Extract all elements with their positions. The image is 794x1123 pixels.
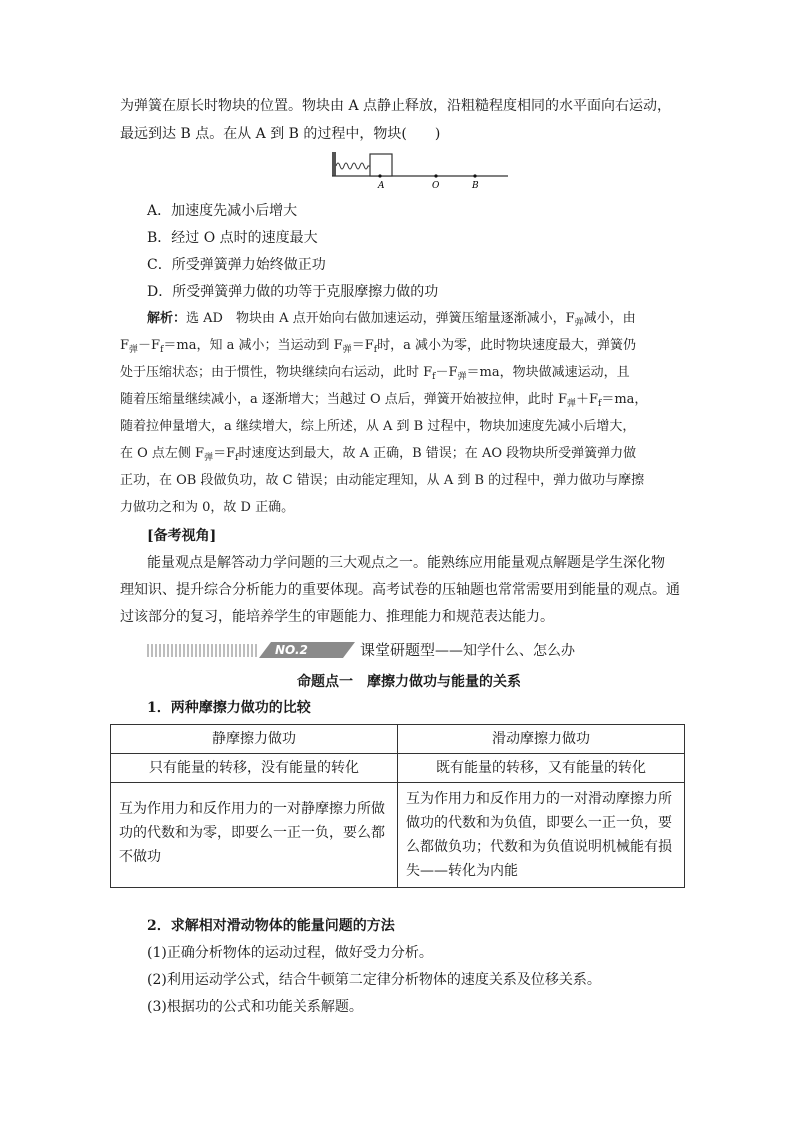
question-line-2: 最远到达 B 点。在从 A 到 B 的过程中，物块( )	[120, 126, 441, 142]
beikao-line-1: 能量观点是解答动力学问题的三大观点之一。能熟练应用能量观点解题是学生深化物	[147, 555, 665, 571]
spring-block-figure	[330, 150, 510, 192]
explanation-line-4: 随着压缩量继续减小，a 逐渐增大；当越过 O 点后，弹簧开始被拉伸，此时 $F_弹+F_f=ma$，	[120, 392, 648, 409]
option-b: B．经过 O 点时的速度最大	[147, 230, 318, 246]
point-b	[473, 174, 476, 177]
block	[370, 154, 392, 176]
comparison-table	[110, 724, 685, 888]
table-row	[111, 783, 685, 888]
explanation-line-3: 处于压缩状态；由于惯性，物块继续向右运动，此时 $F_f-F_弹=ma$，物块做减速运动，且	[120, 365, 630, 382]
subsection-2-heading: 2．求解相对滑动物体的能量问题的方法	[147, 918, 395, 934]
beikao-heading: [备考视角]	[147, 528, 217, 544]
section-banner	[147, 640, 576, 662]
banner-tag: NO.2	[275, 643, 308, 657]
method-item-1: (1)正确分析物体的运动过程，做好受力分析。	[147, 945, 433, 961]
explanation-line-2: $F_弹-F_f=ma$，知 a 减小；当运动到 $F_弹=F_f$时，a 减小为零，此时物块速度最大，弹簧仍	[120, 338, 636, 355]
point-o	[434, 174, 437, 177]
subsection-1-heading: 1．两种摩擦力做功的比较	[147, 700, 311, 716]
method-item-2: (2)利用运动学公式，结合牛顿第二定律分析物体的速度关系及位移关系。	[147, 972, 601, 988]
option-d: D．所受弹簧弹力做的功等于克服摩擦力做的功	[147, 284, 439, 300]
option-a: A．加速度先减小后增大	[147, 203, 298, 219]
method-item-3: (3)根据功的公式和功能关系解题。	[147, 999, 363, 1015]
label-b: B	[472, 181, 479, 191]
explanation-line-8: 力做功之和为 0，故 D 正确。	[120, 500, 295, 515]
table-header-row	[111, 725, 685, 754]
option-c: C．所受弹簧弹力始终做正功	[147, 257, 326, 273]
cell-static-1: 只有能量的转移，没有能量的转化	[111, 754, 398, 783]
banner-stripe	[147, 644, 257, 657]
explanation-line-7: 正功，在 OB 段做负功，故 C 错误；由动能定理知，从 A 到 B 的过程中，弹力做功与摩擦	[120, 473, 645, 488]
header-sliding: 滑动摩擦力做功	[398, 725, 685, 754]
point-a	[378, 174, 381, 177]
beikao-line-3: 过该部分的复习，能培养学生的审题能力、推理能力和规范表达能力。	[120, 609, 554, 625]
cell-static-2: 互为作用力和反作用力的一对静摩擦力所做 功的代数和为零，即要么一正一负，要么都 不做功	[111, 783, 398, 888]
explanation-line-6: 在 O 点左侧 $F_弹=F_f$时速度达到最大，故 A 正确，B 错误；在 AO 段物块所受弹簧弹力做	[120, 446, 637, 463]
wall	[332, 152, 336, 176]
table-row	[111, 754, 685, 783]
spring	[336, 163, 372, 169]
cell-sliding-1: 既有能量的转移，又有能量的转化	[398, 754, 685, 783]
beikao-line-2: 理知识、提升综合分析能力的重要体现。高考试卷的压轴题也常常需要用到能量的观点。通	[120, 582, 680, 598]
cell-sliding-2: 互为作用力和反作用力的一对滑动摩擦力所 做功的代数和为负值，即要么一正一负，要 么都做负功；代数和为负值说明机械能有损 失——转化为内能	[398, 783, 685, 888]
header-static: 静摩擦力做功	[111, 725, 398, 754]
explanation-line-1: 解析：选 AD 物块由 A 点开始向右做加速运动，弹簧压缩量逐渐减小，$F_弹$减小，由	[147, 311, 636, 328]
label-a: A	[378, 181, 385, 191]
question-line-1: 为弹簧在原长时物块的位置。物块由 A 点静止释放，沿粗糙程度相同的水平面向右运动，	[120, 98, 672, 114]
explanation-label: 解析：	[147, 311, 187, 326]
topic-title: 命题点一 摩擦力做功与能量的关系	[297, 674, 521, 690]
explanation-line-5: 随着拉伸量增大，a 继续增大，综上所述，从 A 到 B 过程中，物块加速度先减小后增大，	[120, 419, 636, 434]
banner-title: 课堂研题型——知学什么、怎么办	[360, 641, 576, 659]
label-o: O	[432, 181, 440, 191]
